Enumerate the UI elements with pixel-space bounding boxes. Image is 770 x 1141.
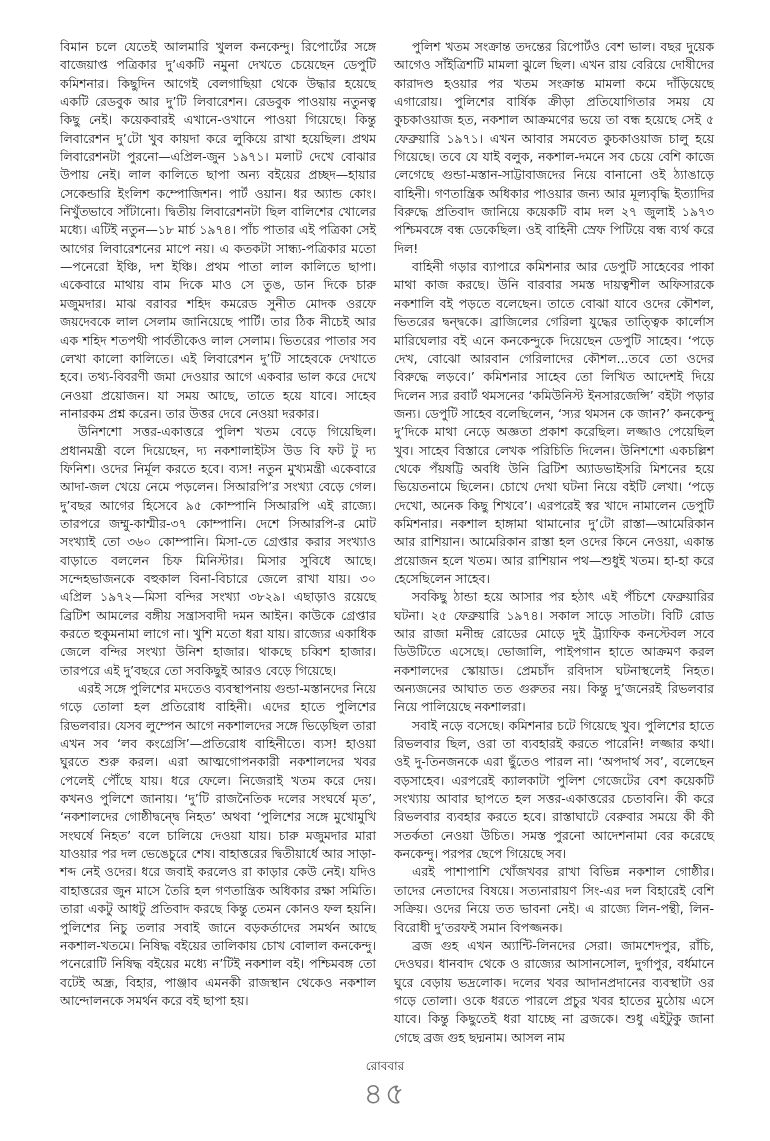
paragraph: উনিশশো সত্তর-একাত্তরে পুলিশ খতম বেড়ে গিয়েছিল। প্রধানমন্ত্রী বলে দিয়েছেন, দ্য নকশালাইটস উড বি ফট টু দ্য ফিনিশ। ওদের নির্মূল করতে হবে। ব্যস! নতুন মুখ্যমন্ত্রী একেবারে আদা-জল খেয়ে নেমে পড়লেন। সিআরপি’র সংখ্যা বেড়ে গেল। দু’বছর আগের হিসেবে ৯৫ কোম্পানি সিআরপি এই রাজ্যে। তারপরে জম্মু-কাশ্মীর-৩৭ কোম্পানি। দেশে সিআরপি-র মোট সংখ্যাই তো ৩৬০ কোম্পানি। মিসা-তে গ্রেপ্তার করার সংখ্যাও বাড়াতে বললেন চিফ মিনিস্টার। মিসার সুবিধে আছে। সন্দেহভাজনকে বহুকাল বিনা-বিচারে জেলে রাখা যায়। ৩০ এপ্রিল ১৯৭২—মিসা বন্দির সংখ্যা ৩৮২৯। এছাড়াও রয়েছে ব্রিটিশ আমলের বঙ্গীয় সন্ত্রাসবাদী দমন আইন। কাউকে গ্রেপ্তার করতে হুকুমনামা লাগে না। খুশি মতো ধরা যায়। রাজ্যের একাধিক জেলে বন্দির সংখ্যা উনিশ হাজার। থাকছে চব্বিশ হাজার। তারপরে এই দু’বছরে তো সবকিছুই আরও বেড়ে গিয়েছে।: [60, 424, 376, 678]
paragraph: পুলিশ খতম সংক্রান্ত তদন্তের রিপোর্টও বেশ ভাল। বছর দুয়েক আগেও সাঁইত্রিশটি মামলা ঝুলে ছিল। এখন রায় বেরিয়ে দোষীদের কারাদণ্ড হওয়ার পর খতম সংক্রান্ত মামলা কমে দাঁড়িয়েছে এগারোয়। পুলিশের বার্ষিক ক্রীড়া প্রতিযোগিতার সময় যে কুচকাওয়াজ হত, নকশাল আক্রমণের ভয়ে তা বন্ধ হয়েছে সেই ৫ ফেব্রুয়ারি ১৯৭১। এখন আবার সমবেত কুচকাওয়াজ চালু হয়ে গিয়েছে। তবে যে যাই বলুক, নকশাল-দমনে সব চেয়ে বেশি কাজে লেগেছে গুন্ডা-মস্তান-সাট্টাবাজদের নিয়ে বানানো ওই ঠ্যাঙাড়ে বাহিনী। গণতান্ত্রিক অধিকার পাওয়ার জন্য আর মূল্যবৃদ্ধি ইত্যাদির বিরুদ্ধে প্রতিবাদ জানিয়ে কয়েকটি বাম দল ২৭ জুলাই ১৯৭৩ পশ্চিমবঙ্গে বন্ধ ডেকেছিল। ওই বাহিনী স্রেফ পিটিয়ে বন্ধ ব্যর্থ করে দিল!: [394, 39, 714, 256]
paragraph: এরই সঙ্গে পুলিশের মদতেও ব্যবস্থাপনায় গুন্ডা-মস্তানদের নিয়ে গড়ে তোলা হল প্রতিরোধ বাহিনী। এদের হাতে পুলিশের রিভলবার। যেসব লুম্পেন আগে নকশালদের সঙ্গে ভিড়েছিল তারা এখন সব ‘লব কংগ্রেসি’—প্রতিরোধ বাহিনীতে। ব্যস! হাওয়া ঘুরতে শুরু করল। এরা আত্মগোপনকারী নকশালদের খবর পেলেই পৌঁছে যায়। ধরে ফেলে। নিজেরাই খতম করে দেয়। কখনও পুলিশে জানায়। ‘দু’টি রাজনৈতিক দলের সংঘর্ষে মৃত’, ‘নকশালদের গোষ্ঠীদ্বন্দ্বে নিহত’ অথবা ‘পুলিশের সঙ্গে মুখোমুখি সংঘর্ষে নিহত’ বলে চালিয়ে দেওয়া যায়। চারু মজুমদার মারা যাওয়ার পর দল ভেঙেচুরে শেষ। বাহাত্তরের দ্বিতীয়ার্ধে আর সাড়া-শব্দ নেই ওদের। ধরে জবাই করলেও রা কাড়ার কেউ নেই। যদিও বাহাত্তরের জুন মাসে তৈরি হল গণতান্ত্রিক অধিকার রক্ষা সমিতি। তারা একটু আধটু প্রতিবাদ করছে কিন্তু তেমন কোনও ফল হয়নি। পুলিশের নিচু তলার সবাই জানে বড়কর্তাদের সমর্থন আছে নকশাল-খতমে। নিষিদ্ধ বইয়ের তালিকায় চোখ বোলাল কনকেন্দু। পনেরোটি নিষিদ্ধ বইয়ের মধ্যে ন’টিই নকশাল বই। পশ্চিমবঙ্গ তো বটেই অন্ধ্র, বিহার, পাঞ্জাব এমনকী রাজস্থান থেকেও নকশাল আন্দোলনকে সমর্থন করে বই ছাপা হয়।: [60, 681, 376, 1008]
paragraph: বিমান চলে যেতেই আলমারি খুলল কনকেন্দু। রিপোর্টের সঙ্গে বাজেয়াপ্ত পত্রিকার দু’একটি নমুনা দেখতে চেয়েছেন ডেপুটি কমিশনার। কিছুদিন আগেই বেলগাছিয়া থেকে উদ্ধার হয়েছে একটি রেডবুক আর দু’টি লিবারেশন। রেডবুক পাওয়ায় নতুনত্ব কিছু নেই। কয়েকবারই এখানে-ওখানে পাওয়া গিয়েছে। কিন্তু লিবারেশন দু’টো খুব কায়দা করে লুকিয়ে রাখা হয়েছিল। প্রথম লিবারেশনটা পুরনো—এপ্রিল-জুন ১৯৭১। মলাট দেখে বোঝার উপায় নেই। লাল কালিতে ছাপা অন্য বইয়ের প্রচ্ছদ—হায়ার সেকেন্ডারি ইংলিশ কম্পোজিশন। পার্ট ওয়ান। ধর অ্যান্ড কোং। নিখুঁতভাবে সাঁটানো। দ্বিতীয় লিবারেশনটা ছিল বালিশের খোলের মধ্যে। এটিই নতুন—১৮ মার্চ ১৯৭৪। পাঁচ পাতার এই পত্রিকা সেই আগের লিবারেশনের মাপে নয়। এ কতকটা সান্ধ্য-পত্রিকার মতো—পনেরো ইঞ্চি, দশ ইঞ্চি। প্রথম পাতা লাল কালিতে ছাপা। একেবারে মাথায় বাম দিকে মাও সে তুঙ, ডান দিকে চারু মজুমদার। মাঝ বরাবর শহিদ কমরেড সুনীত মোদক ওরফে জয়দেবকে লাল সেলাম জানিয়েছে পার্টি। তার ঠিক নীচেই আর এক শহিদ শতপথী পার্বতীকেও লাল সেলাম। ভিতরের পাতার সব লেখা কালো কালিতে। এই লিবারেশন দু’টি সাহেবকে দেখাতে হবে। তথ্য-বিবরণী জমা দেওয়ার আগে একবার ভাল করে দেখে নেওয়া প্রয়োজন। যা সময় আছে, তাতে হয়ে যাবে। সাহেব নানারকম প্রশ্ন করেন। তার উত্তর দেবে নেওয়া দরকার।: [60, 39, 376, 421]
right-column: [394, 38, 714, 1047]
paragraph: সবকিছু ঠান্ডা হয়ে আসার পর হঠাৎ এই পঁচিশে ফেব্রুয়ারির ঘটনা। ২৫ ফেব্রুয়ারি ১৯৭৪। সকাল সাড়ে সাতটা। বিটি রোড আর রাজা মনীন্দ্র রোডের মোড়ে দুই ট্র্যাফিক কনস্টেবল সবে ডিউটিতে এসেছে। ভোজালি, পাইপগান হাতে আক্রমণ করল নকশালদের স্কোয়াড। প্রেমচাঁদ রবিদাস ঘটনাস্থলেই নিহত। অন্যজনের আঘাত তত গুরুতর নয়। কিন্তু দু’জনেরই রিভলবার নিয়ে পালিয়েছে নকশালরা।: [394, 589, 714, 715]
left-column: [60, 38, 376, 1010]
paragraph: সবাই নড়ে বসেছে। কমিশনার চটে গিয়েছে খুব। পুলিশের হাতে রিভলবার ছিল, ওরা তা ব্যবহারই করতে পারেনি! লজ্জার কথা। ওই দু-তিনজনকে এরা ছুঁতেও পারল না। ‘অপদার্থ সব’, বলেছেন বড়সাহেব। এরপরেই ক্যালকাটা পুলিশ গেজেটের বেশ কয়েকটি সংখ্যায় আবার ছাপতে হল সত্তর-একাত্তরের চেতাবনি। কী করে রিভলবার ব্যবহার করতে হবে। রাস্তাঘাটে বেরুবার সময়ে কী কী সতর্কতা নেওয়া উচিত। সমস্ত পুরনো আদেশনামা বের করেছে কনকেন্দু। পরপর ছেপে গিয়েছে সব।: [394, 717, 714, 862]
page-number: ৪৫: [363, 1077, 407, 1112]
paragraph: বাহিনী গড়ার ব্যাপারে কমিশনার আর ডেপুটি সাহেবের পাকা মাথা কাজ করছে। উনি বারবার সমস্ত দায়ত্বশীল অফিসারকে নকশালি বই পড়তে বলেছেন। তাতে বোঝা যাবে ওদের কৌশল, ভিতরের দ্বন্দ্বকে। ব্রাজিলের গেরিলা যুদ্ধের তাত্ত্বিক কার্লোস মারিঘেলার বই এনে কনকেন্দুকে দিয়েছেন ডেপুটি সাহেব। ‘পড়ে দেখ, বোঝো আরবান গেরিলাদের কৌশল...তবে তো ওদের বিরুদ্ধে লড়বে।’ কমিশনার সাহেব তো লিখিত আদেশই দিয়ে দিলেন স্যর রবার্ট থমসনের ‘কমিউনিস্ট ইনসারজেন্সি’ বইটা পড়ার জন্য। ডেপুটি সাহেব বলেছিলেন, ‘স্যর থমসন কে জান?’ কনকেন্দু দু’দিকে মাথা নেড়ে অজ্ঞতা প্রকাশ করেছিল। লজ্জাও পেয়েছিল খুব। সাহেব বিস্তারে লেখক পরিচিতি দিলেন। উনিশশো একচল্লিশ থেকে পঁয়ষট্টি অবধি উনি ব্রিটিশ অ্যাডভাইসরি মিশনের হয়ে ভিয়েতনামে ছিলেন। চোখে দেখা ঘটনা নিয়ে বইটি লেখা। ‘পড়ে দেখো, অনেক কিছু শিখবে’। এরপরেই স্বর খাদে নামালেন ডেপুটি কমিশনার। নকশাল হাঙ্গামা থামানোর দু’টো রাস্তা—আমেরিকান আর রাশিয়ান। আমেরিকান রাস্তা হল ওদের কিনে নেওয়া, একান্ত প্রয়োজন হলে খতম। আর রাশিয়ান পথ—শুধুই খতম। হা-হা করে হেসেছিলেন সাহেব।: [394, 259, 714, 586]
paragraph: এরই পাশাপাশি খোঁজখবর রাখা বিভিন্ন নকশাল গোষ্ঠীর। তাদের নেতাদের বিষয়ে। সত্যনারায়ণ সিং-এর দল বিহারেই বেশি সক্রিয়। ওদের নিয়ে তত ভাবনা নেই। এ রাজ্যে লিন-পন্থী, লিন-বিরোধী দু’তরফই সমান বিপজ্জনক।: [394, 864, 714, 935]
paragraph: ব্রজ গুহ এখন অ্যান্টি-লিনদের সেরা। জামশেদপুর, রাঁচি, দেওঘর। ধানবাদ থেকে ও রাজ্যের আসানসোল, দুর্গাপুর, বর্ধমানে ঘুরে বেড়ায় ভদ্রলোক। দলের খবর আদানপ্রদানের ব্যবস্থাটা ওর গড়ে তোলা। ওকে ধরতে পারলে প্রচুর খবর হাতের মুঠোয় এসে যাবে। কিন্তু কিছুতেই ধরা যাচ্ছে না ব্রজকে। শুধু এইটুকু জানা গেছে ব্রজ গুহ ছদ্মনাম। আসল নাম: [394, 937, 714, 1045]
magazine-name: রোববার: [365, 1059, 405, 1073]
